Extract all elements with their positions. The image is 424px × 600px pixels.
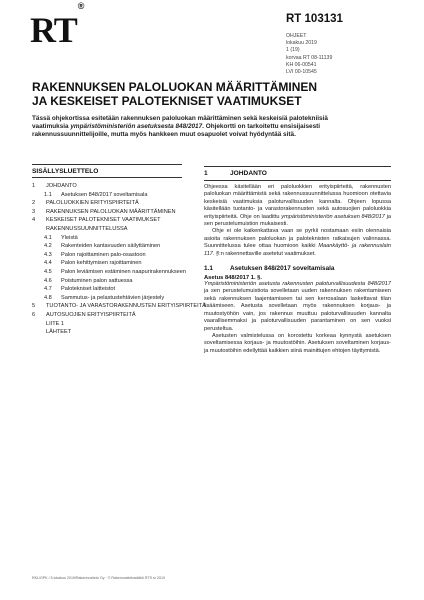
toc-item-number: 2 bbox=[32, 200, 36, 207]
toc-item bbox=[32, 225, 192, 234]
toc-item bbox=[32, 199, 192, 208]
page-title bbox=[32, 81, 392, 108]
intro-paragraph bbox=[32, 115, 344, 139]
toc-item bbox=[32, 242, 192, 251]
toc-item bbox=[32, 251, 192, 260]
body-paragraph bbox=[204, 281, 391, 333]
rt-logo bbox=[30, 1, 84, 50]
toc-item-label: Palotekniset laitteistot bbox=[61, 286, 116, 293]
paragraph-text: Ohjeessa käsitellään eri paloluokkien erityispiirteitä, rakennusten paloluokan määrittämistä sekä rakennussuunnittelussa huomioon otettavia keskeisiä vaatimuksia paloturvallisuuden kannalta. Ohjeen lopussa käsitellään tuotanto- ja varastorakennusten sekä autosuojien paloluokkia erityispiirteitä. Ohje on laadittu bbox=[204, 184, 391, 220]
toc-item-label: RAKENNUSSUUNNITTELUSSA bbox=[46, 225, 128, 232]
toc-item bbox=[32, 285, 192, 294]
paragraph-text: Ohje ei ole kaikenkattava vaan se pyrkii nostamaan esiin olennaisia asioita rakennuksen paloluokan ja paloteknisten ratkaisujen valinnassa. Suunnittelussa tulee ottaa huomioon kaikki bbox=[204, 228, 391, 250]
meta-line: 1 (19) bbox=[286, 47, 300, 54]
toc-item-label: Poistuminen palon sattuessa bbox=[61, 277, 133, 284]
body-paragraph bbox=[204, 228, 391, 258]
intro-text: Tässä ohjekortissa esitetään rakennuksen paloluokan määrittäminen sekä keskeisiä palotekniisiä vaatimuksia bbox=[32, 115, 328, 131]
title-line: RAKENNUKSEN PALOLUOKAN MÄÄRITTÄMINEN bbox=[32, 80, 318, 94]
toc-item-number bbox=[32, 328, 46, 337]
toc-item-label: Palon kehittymisen rajoittaminen bbox=[61, 260, 142, 267]
divider bbox=[32, 177, 182, 178]
intro-italic: ympäristöministeriön asetuksesta 848/2017 bbox=[70, 123, 203, 131]
toc-item-number: 1.1 bbox=[44, 191, 52, 198]
toc-item bbox=[32, 277, 192, 286]
paragraph-text: Asetusten valmistelussa on korostettu korkeaa kynnystä asetuksen soveltamisessa korjaus- ja muutostöihin. Asetuksen soveltaminen korjaus- ja muutostöihin edellyttää kaikkien siinä mainittujen ehtojen täyttymistä. bbox=[204, 332, 391, 354]
divider bbox=[204, 180, 391, 181]
toc-item-number: 4.5 bbox=[44, 268, 52, 275]
toc-item-number: 4.1 bbox=[44, 234, 52, 241]
page-footer: RKL/GPK / 5 lokakuu 2019/Rakennustieto Oy · © Rakennustietosäätiö RTS sr 2019 bbox=[32, 576, 166, 580]
toc-item-label: Asetuksen 848/2017 soveltamisala bbox=[61, 191, 148, 198]
toc-item-number: 4.6 bbox=[44, 277, 52, 284]
paragraph-text: ja sen perustelumuistiota sovelletaan uuden rakennuksen rakentamiseen sekä rakennuksen laajentamiseen tai sen kerrosalaan laskettavat tilan lisäämiseen. Asetusta sovelletaan myös rakennuksen korjaus- ja muutostyöhön vain, jos rakennus muuttuu paloturvallisuuden kannalta vaarallisemmaksi ja paloturvallisuuden parantaminen on sen vuoksi perusteltua. bbox=[204, 288, 391, 332]
meta-line: LVI 00-10545 bbox=[286, 69, 317, 76]
toc-item-number: 4 bbox=[32, 217, 36, 224]
paragraph-text: ja sen perustelumuistion mukaisesti. bbox=[204, 213, 391, 228]
toc-title: SISÄLLYSLUETTELO bbox=[32, 168, 99, 175]
toc-item bbox=[32, 182, 192, 191]
toc-item bbox=[32, 208, 192, 217]
meta-line: lokakuu 2019 bbox=[286, 40, 317, 47]
divider bbox=[32, 164, 182, 165]
toc-item bbox=[32, 216, 192, 225]
toc-item-number: 6 bbox=[32, 311, 36, 318]
toc-item-number: 4.3 bbox=[44, 251, 52, 258]
section-number: 1 bbox=[204, 170, 208, 177]
regulation-heading: Asetus 848/2017 1. §. bbox=[204, 275, 263, 282]
toc-item-number: 4.2 bbox=[44, 243, 52, 250]
toc-item-label: RAKENNUKSEN PALOLUOKAN MÄÄRITTÄMINEN bbox=[46, 208, 176, 215]
section-label: JOHDANTO bbox=[230, 170, 267, 177]
table-of-contents bbox=[32, 182, 206, 337]
registered-mark: ® bbox=[77, 1, 84, 11]
toc-item-label: LIITE 1 bbox=[46, 320, 65, 327]
divider bbox=[204, 166, 391, 167]
toc-item bbox=[32, 320, 192, 329]
meta-line: korvaa RT 08-11139 bbox=[286, 54, 333, 61]
toc-item-label: JOHDANTO bbox=[46, 183, 77, 189]
paragraph-text: :n rakennettaville asetetut vaatimukset. bbox=[219, 250, 316, 257]
body-paragraph bbox=[204, 333, 391, 355]
section-heading bbox=[204, 170, 391, 177]
toc-item bbox=[32, 259, 192, 268]
rt-logo-text: RT bbox=[30, 10, 77, 50]
toc-item-number: 4.4 bbox=[44, 260, 52, 267]
subsection-label: Asetuksen 848/2017 soveltamisala bbox=[230, 265, 335, 273]
paragraph-italic: ympäristöministeriön asetuksen 848/2017 bbox=[281, 213, 385, 220]
toc-item-label: KESKEISET PALOTEKNISET VAATIMUKSET bbox=[46, 217, 161, 224]
toc-item-label: TUOTANTO- JA VARASTORAKENNUSTEN ERITYISPIIRTEITÄ bbox=[46, 303, 206, 310]
toc-item-label: LÄHTEET bbox=[46, 329, 72, 336]
toc-item-number: 5 bbox=[32, 303, 36, 310]
paragraph-italic: Maankäyttö- ja rakennuslain 117. § bbox=[204, 243, 392, 257]
toc-item-number: 4.7 bbox=[44, 286, 52, 293]
toc-item-label: Palon rajoittaminen palo-osastoon bbox=[61, 251, 146, 258]
subsection-number: 1.1 bbox=[204, 265, 213, 273]
toc-item-label: PALOLUOKKIEN ERITYISPIIRTEITÄ bbox=[46, 200, 139, 207]
toc-item bbox=[32, 234, 192, 243]
toc-item-number: 1 bbox=[32, 183, 36, 189]
toc-item bbox=[32, 328, 192, 337]
toc-item-number bbox=[32, 320, 46, 329]
toc-item-label: Sammutus- ja pelastustehtävien järjestely bbox=[61, 294, 165, 301]
document-meta bbox=[286, 33, 332, 76]
main-column bbox=[204, 166, 391, 355]
document-number: RT 103131 bbox=[286, 13, 343, 25]
title-line: JA KESKEISET PALOTEKNISET VAATIMUKSET bbox=[32, 93, 302, 108]
intro-text: . Ohjekortti on tarkoitettu ensisijaisesti rakennussuunnittelijoille, mutta myös hankkeen muut osapuolet voivat hyödyntää sitä. bbox=[32, 123, 321, 139]
toc-item-label: Yleistä bbox=[61, 234, 78, 241]
subsection-heading bbox=[204, 265, 391, 272]
toc-item-label: Rakenteiden kantavuuden säilyttäminen bbox=[61, 243, 161, 250]
toc-item-label: AUTOSUOJIEN ERITYISPIIRTEITÄ bbox=[46, 311, 136, 318]
toc-item bbox=[32, 294, 192, 303]
meta-line: KH 06-00541 bbox=[286, 61, 317, 68]
toc-item bbox=[32, 191, 192, 200]
toc-item-number: 3 bbox=[32, 208, 36, 215]
meta-line: OHJEET bbox=[286, 33, 307, 39]
paragraph-italic: Ympäristöministeriön asetusta rakennusten paloturvallisuudesta 848/2017 bbox=[204, 281, 391, 288]
body-paragraph bbox=[204, 184, 391, 228]
toc-item bbox=[32, 311, 192, 320]
toc-item-number: 4.8 bbox=[44, 294, 52, 301]
toc-item bbox=[32, 268, 192, 277]
toc-item bbox=[32, 302, 206, 311]
toc-item-label: Palon leviämisen estäminen naapurirakennukseen bbox=[61, 268, 187, 275]
